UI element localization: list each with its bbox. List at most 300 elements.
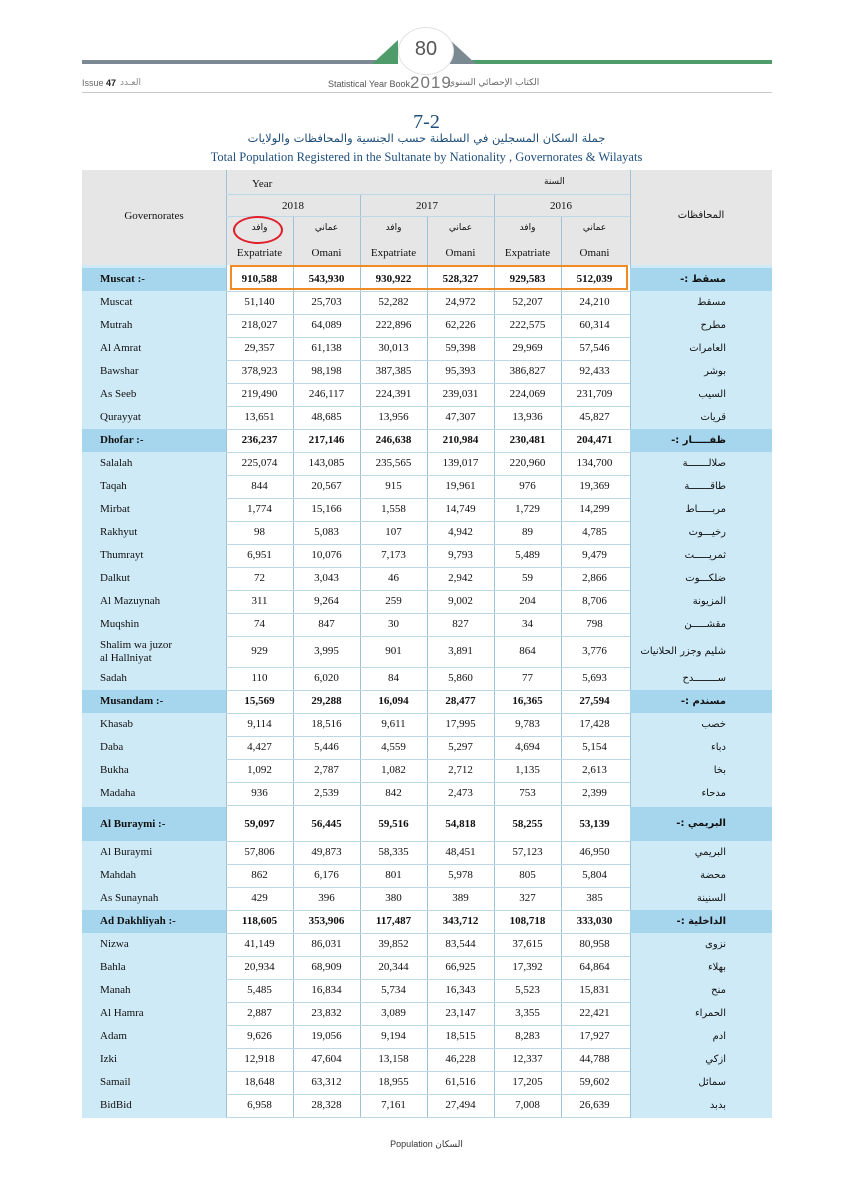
value-cell: 28,328 bbox=[311, 1099, 342, 1111]
omani-header: Omani bbox=[445, 247, 476, 259]
value-cell: 3,043 bbox=[314, 572, 339, 584]
governorate-name: Shalim wa juzor al Hallniyat bbox=[100, 639, 173, 664]
value-cell: 15,166 bbox=[311, 503, 342, 515]
value-cell: 222,575 bbox=[509, 319, 546, 331]
value-cell: 3,891 bbox=[448, 645, 473, 657]
highlight-circle-expatriate bbox=[233, 216, 283, 244]
omani-header: Omani bbox=[579, 247, 610, 259]
highlight-box-muscat bbox=[230, 265, 628, 290]
value-cell: 14,299 bbox=[579, 503, 610, 515]
value-cell: 380 bbox=[385, 892, 402, 904]
value-cell: 1,558 bbox=[381, 503, 406, 515]
value-cell: 7,161 bbox=[381, 1099, 406, 1111]
value-cell: 48,451 bbox=[445, 846, 476, 858]
wilayat-row bbox=[82, 337, 772, 360]
value-cell: 9,194 bbox=[381, 1030, 406, 1042]
value-cell: 77 bbox=[522, 672, 533, 684]
value-cell: 3,776 bbox=[582, 645, 607, 657]
value-cell: 19,056 bbox=[311, 1030, 342, 1042]
issue-number: 47 bbox=[106, 78, 117, 88]
omani-header: Omani bbox=[311, 247, 342, 259]
governorate-name: Izki bbox=[100, 1053, 118, 1065]
governorate-name: Al Mazuynah bbox=[100, 595, 161, 607]
value-cell: 45,827 bbox=[579, 411, 610, 423]
value-cell: 9,626 bbox=[247, 1030, 272, 1042]
governorate-name-ar: صلالـــــــة bbox=[682, 458, 726, 469]
footer-en: Population bbox=[390, 1139, 433, 1149]
wilayat-row bbox=[82, 498, 772, 521]
governorate-name: Rakhyut bbox=[100, 526, 138, 538]
value-cell: 86,031 bbox=[311, 938, 342, 950]
governorate-name-ar: سمائل bbox=[698, 1077, 726, 1088]
value-cell: 378,923 bbox=[241, 365, 278, 377]
value-cell: 9,114 bbox=[247, 718, 272, 730]
value-cell: 6,020 bbox=[314, 672, 339, 684]
governorate-name-ar: محضة bbox=[700, 870, 726, 881]
value-cell: 47,307 bbox=[445, 411, 476, 423]
governorate-name: Daba bbox=[100, 741, 124, 753]
governorate-name: Dalkut bbox=[100, 572, 130, 584]
wilayat-row bbox=[82, 475, 772, 498]
value-cell: 66,925 bbox=[445, 961, 476, 973]
governorate-name: As Seeb bbox=[100, 388, 137, 400]
value-cell: 5,804 bbox=[582, 869, 607, 881]
governorate-name: Mahdah bbox=[100, 869, 137, 881]
value-cell: 44,788 bbox=[579, 1053, 610, 1065]
governorate-name: Dhofar :- bbox=[100, 434, 144, 446]
governorate-name: Thumrayt bbox=[100, 549, 144, 561]
value-cell: 3,355 bbox=[515, 1007, 540, 1019]
value-cell: 110 bbox=[251, 672, 268, 684]
year-label-ar: السنة bbox=[544, 177, 565, 187]
value-cell: 2,887 bbox=[247, 1007, 272, 1019]
value-cell: 847 bbox=[318, 618, 335, 630]
value-cell: 1,774 bbox=[247, 503, 272, 515]
governorate-name: Nizwa bbox=[100, 938, 129, 950]
wilayat-row bbox=[82, 452, 772, 475]
value-cell: 52,282 bbox=[378, 296, 409, 308]
value-cell: 80,958 bbox=[579, 938, 610, 950]
value-cell: 9,783 bbox=[515, 718, 540, 730]
value-cell: 61,516 bbox=[445, 1076, 476, 1088]
governorate-name-ar: مسقط :- bbox=[680, 274, 726, 285]
value-cell: 98,198 bbox=[311, 365, 342, 377]
value-cell: 2,866 bbox=[582, 572, 607, 584]
value-cell: 5,734 bbox=[381, 984, 406, 996]
value-cell: 353,906 bbox=[308, 915, 345, 927]
value-cell: 915 bbox=[385, 480, 402, 492]
value-cell: 204 bbox=[519, 595, 536, 607]
header-rule bbox=[226, 194, 630, 195]
governorate-name: Mutrah bbox=[100, 319, 133, 331]
value-cell: 801 bbox=[385, 869, 402, 881]
value-cell: 1,135 bbox=[515, 764, 540, 776]
header-divider bbox=[82, 92, 772, 93]
value-cell: 19,961 bbox=[445, 480, 476, 492]
value-cell: 2,787 bbox=[314, 764, 339, 776]
row-rule bbox=[226, 1117, 630, 1118]
value-cell: 46 bbox=[388, 572, 399, 584]
value-cell: 57,123 bbox=[512, 846, 543, 858]
value-cell: 798 bbox=[586, 618, 603, 630]
governorates-header: Governorates bbox=[124, 210, 184, 222]
value-cell: 60,314 bbox=[579, 319, 610, 331]
governorate-name: Madaha bbox=[100, 787, 136, 799]
wilayat-row bbox=[82, 590, 772, 613]
value-cell: 95,393 bbox=[445, 365, 476, 377]
value-cell: 5,446 bbox=[314, 741, 339, 753]
value-cell: 22,421 bbox=[579, 1007, 610, 1019]
value-cell: 311 bbox=[251, 595, 268, 607]
governorate-name-ar: المزيونة bbox=[692, 596, 726, 607]
value-cell: 30,013 bbox=[378, 342, 409, 354]
value-cell: 29,969 bbox=[512, 342, 543, 354]
wilayat-row bbox=[82, 1048, 772, 1071]
governorate-name: Al Buraymi bbox=[100, 846, 153, 858]
value-cell: 19,369 bbox=[579, 480, 610, 492]
year-2016-header: 2016 bbox=[550, 200, 572, 212]
value-cell: 230,481 bbox=[509, 434, 546, 446]
value-cell: 910,588 bbox=[241, 273, 278, 285]
value-cell: 7,008 bbox=[515, 1099, 540, 1111]
value-cell: 18,648 bbox=[244, 1076, 275, 1088]
value-cell: 224,069 bbox=[509, 388, 546, 400]
governorate-name-ar: ســــــــدح bbox=[682, 673, 726, 684]
value-cell: 246,638 bbox=[375, 434, 412, 446]
expatriate-header-ar: وافد bbox=[519, 223, 536, 233]
wilayat-row bbox=[82, 956, 772, 979]
value-cell: 18,515 bbox=[445, 1030, 476, 1042]
value-cell: 929 bbox=[251, 645, 268, 657]
value-cell: 901 bbox=[385, 645, 402, 657]
value-cell: 333,030 bbox=[576, 915, 613, 927]
value-cell: 4,942 bbox=[448, 526, 473, 538]
value-cell: 20,567 bbox=[311, 480, 342, 492]
value-cell: 14,749 bbox=[445, 503, 476, 515]
governorate-total-row bbox=[82, 690, 772, 713]
value-cell: 5,860 bbox=[448, 672, 473, 684]
governorate-name-ar: شليم وجزر الحلانيات bbox=[640, 646, 726, 657]
value-cell: 210,984 bbox=[442, 434, 479, 446]
value-cell: 143,085 bbox=[308, 457, 345, 469]
governorate-name-ar: مربـــــاط bbox=[685, 504, 726, 515]
value-cell: 58,335 bbox=[378, 846, 409, 858]
table-title-en: Total Population Registered in the Sultanate by Nationality , Governorates & Wilayats bbox=[210, 150, 643, 164]
governorate-name-ar: السيب bbox=[698, 389, 726, 400]
value-cell: 84 bbox=[388, 672, 399, 684]
governorate-name-ar: قريات bbox=[700, 412, 726, 423]
value-cell: 139,017 bbox=[442, 457, 479, 469]
wilayat-row bbox=[82, 736, 772, 759]
value-cell: 16,343 bbox=[445, 984, 476, 996]
wilayat-row bbox=[82, 1025, 772, 1048]
row-rule bbox=[226, 805, 630, 806]
value-cell: 29,357 bbox=[244, 342, 275, 354]
page-footer bbox=[0, 1139, 853, 1150]
population-table bbox=[82, 170, 772, 1118]
value-cell: 976 bbox=[519, 480, 536, 492]
value-cell: 24,210 bbox=[579, 296, 610, 308]
value-cell: 56,445 bbox=[311, 818, 342, 830]
value-cell: 59,398 bbox=[445, 342, 476, 354]
value-cell: 5,693 bbox=[582, 672, 607, 684]
value-cell: 9,002 bbox=[448, 595, 473, 607]
value-cell: 5,083 bbox=[314, 526, 339, 538]
governorate-name-ar: رخيـــوت bbox=[688, 527, 726, 538]
value-cell: 5,154 bbox=[582, 741, 607, 753]
value-cell: 217,146 bbox=[308, 434, 345, 446]
governorate-name: Sadah bbox=[100, 672, 127, 684]
value-cell: 6,958 bbox=[247, 1099, 272, 1111]
value-cell: 48,685 bbox=[311, 411, 342, 423]
value-cell: 58,255 bbox=[512, 818, 543, 830]
governorate-name-ar: السنينة bbox=[696, 893, 726, 904]
governorate-name: Muscat bbox=[100, 296, 133, 308]
value-cell: 74 bbox=[254, 618, 265, 630]
value-cell: 4,427 bbox=[247, 741, 272, 753]
value-cell: 61,138 bbox=[311, 342, 342, 354]
value-cell: 46,950 bbox=[579, 846, 610, 858]
value-cell: 235,565 bbox=[375, 457, 412, 469]
value-cell: 20,344 bbox=[378, 961, 409, 973]
governorate-name: BidBid bbox=[100, 1099, 132, 1111]
value-cell: 108,718 bbox=[509, 915, 546, 927]
governorate-name: Adam bbox=[100, 1030, 127, 1042]
governorate-name-ar: الداخلية :- bbox=[676, 916, 726, 927]
value-cell: 23,147 bbox=[445, 1007, 476, 1019]
year-2017-header: 2017 bbox=[416, 200, 438, 212]
value-cell: 327 bbox=[519, 892, 536, 904]
header-rule bbox=[226, 216, 630, 217]
governorate-name-ar: العامرات bbox=[689, 343, 726, 354]
value-cell: 512,039 bbox=[576, 273, 613, 285]
value-cell: 92,433 bbox=[579, 365, 610, 377]
governorate-name-ar: دباء bbox=[711, 742, 726, 753]
governorate-name-ar: مطرح bbox=[700, 320, 726, 331]
expatriate-header: Expatriate bbox=[370, 247, 417, 259]
value-cell: 9,611 bbox=[381, 718, 406, 730]
value-cell: 25,703 bbox=[311, 296, 342, 308]
value-cell: 805 bbox=[519, 869, 536, 881]
governorate-name: Bawshar bbox=[100, 365, 139, 377]
value-cell: 18,516 bbox=[311, 718, 342, 730]
issue-prefix: Issue bbox=[82, 78, 104, 88]
value-cell: 827 bbox=[452, 618, 469, 630]
value-cell: 13,651 bbox=[244, 411, 275, 423]
value-cell: 17,927 bbox=[579, 1030, 610, 1042]
value-cell: 59,097 bbox=[244, 818, 275, 830]
value-cell: 13,956 bbox=[378, 411, 409, 423]
footer-ar: السكان bbox=[435, 1140, 463, 1150]
value-cell: 20,934 bbox=[244, 961, 275, 973]
governorate-name: Manah bbox=[100, 984, 131, 996]
issue-label bbox=[82, 78, 116, 88]
value-cell: 753 bbox=[519, 787, 536, 799]
governorate-name-ar: البريمي bbox=[694, 847, 726, 858]
wilayat-row bbox=[82, 667, 772, 690]
governorate-name-ar: طاقـــــــة bbox=[684, 481, 726, 492]
value-cell: 2,942 bbox=[448, 572, 473, 584]
governorate-name-ar: مقشـــــن bbox=[684, 619, 726, 630]
value-cell: 4,785 bbox=[582, 526, 607, 538]
wilayat-row bbox=[82, 1002, 772, 1025]
value-cell: 64,864 bbox=[579, 961, 610, 973]
header-bar-right bbox=[472, 60, 772, 64]
governorate-name: Al Amrat bbox=[100, 342, 142, 354]
value-cell: 15,569 bbox=[244, 695, 275, 707]
value-cell: 389 bbox=[452, 892, 469, 904]
header-accent-right bbox=[450, 40, 476, 64]
governorate-name: Qurayyat bbox=[100, 411, 141, 423]
value-cell: 6,951 bbox=[247, 549, 272, 561]
value-cell: 1,092 bbox=[247, 764, 272, 776]
governorate-name: Bahla bbox=[100, 961, 126, 973]
value-cell: 12,918 bbox=[244, 1053, 275, 1065]
value-cell: 385 bbox=[586, 892, 603, 904]
value-cell: 236,237 bbox=[241, 434, 278, 446]
governorate-total-row bbox=[82, 807, 772, 841]
governorate-name-ar: بهلاء bbox=[707, 962, 726, 973]
value-cell: 9,479 bbox=[582, 549, 607, 561]
value-cell: 134,700 bbox=[576, 457, 613, 469]
value-cell: 220,960 bbox=[509, 457, 546, 469]
value-cell: 864 bbox=[519, 645, 536, 657]
value-cell: 49,873 bbox=[311, 846, 342, 858]
page-number: 80 bbox=[414, 38, 438, 60]
governorate-name-ar: بخا bbox=[713, 765, 726, 776]
value-cell: 204,471 bbox=[576, 434, 613, 446]
governorate-name: Mirbat bbox=[100, 503, 130, 515]
value-cell: 224,391 bbox=[375, 388, 412, 400]
value-cell: 8,706 bbox=[582, 595, 607, 607]
value-cell: 34 bbox=[522, 618, 533, 630]
value-cell: 396 bbox=[318, 892, 335, 904]
value-cell: 844 bbox=[251, 480, 268, 492]
governorate-name-ar: البريمي :- bbox=[676, 818, 726, 829]
governorate-name-ar: خصب bbox=[701, 719, 726, 730]
governorate-name-ar: ازكي bbox=[705, 1054, 726, 1065]
value-cell: 72 bbox=[254, 572, 265, 584]
value-cell: 2,712 bbox=[448, 764, 473, 776]
value-cell: 30 bbox=[388, 618, 399, 630]
value-cell: 929,583 bbox=[509, 273, 546, 285]
value-cell: 259 bbox=[385, 595, 402, 607]
value-cell: 4,694 bbox=[515, 741, 540, 753]
expatriate-header: Expatriate bbox=[236, 247, 283, 259]
governorate-name-ar: الحمراء bbox=[694, 1008, 726, 1019]
value-cell: 16,094 bbox=[378, 695, 409, 707]
governorate-name-ar: بوشر bbox=[704, 366, 726, 377]
value-cell: 2,399 bbox=[582, 787, 607, 799]
wilayat-row bbox=[82, 841, 772, 864]
wilayat-row bbox=[82, 1094, 772, 1117]
value-cell: 59,516 bbox=[378, 818, 409, 830]
value-cell: 3,089 bbox=[381, 1007, 406, 1019]
value-cell: 386,827 bbox=[509, 365, 546, 377]
value-cell: 118,605 bbox=[241, 915, 278, 927]
value-cell: 64,089 bbox=[311, 319, 342, 331]
value-cell: 89 bbox=[522, 526, 533, 538]
value-cell: 543,930 bbox=[308, 273, 345, 285]
value-cell: 83,544 bbox=[445, 938, 476, 950]
governorates-header-ar: المحافظات bbox=[677, 210, 725, 221]
governorate-name-ar: ثمريـــــت bbox=[684, 550, 726, 561]
value-cell: 27,494 bbox=[445, 1099, 476, 1111]
value-cell: 2,473 bbox=[448, 787, 473, 799]
value-cell: 4,559 bbox=[381, 741, 406, 753]
value-cell: 387,385 bbox=[375, 365, 412, 377]
value-cell: 5,489 bbox=[515, 549, 540, 561]
value-cell: 13,158 bbox=[378, 1053, 409, 1065]
value-cell: 17,392 bbox=[512, 961, 543, 973]
value-cell: 57,546 bbox=[579, 342, 610, 354]
value-cell: 62,226 bbox=[445, 319, 476, 331]
wilayat-row bbox=[82, 759, 772, 782]
expatriate-header-ar: وافد bbox=[385, 223, 402, 233]
wilayat-row bbox=[82, 567, 772, 590]
wilayat-row bbox=[82, 360, 772, 383]
value-cell: 246,117 bbox=[308, 388, 345, 400]
value-cell: 63,312 bbox=[311, 1076, 342, 1088]
value-cell: 107 bbox=[385, 526, 402, 538]
value-cell: 231,709 bbox=[576, 388, 613, 400]
value-cell: 37,615 bbox=[512, 938, 543, 950]
value-cell: 343,712 bbox=[442, 915, 479, 927]
value-cell: 930,922 bbox=[375, 273, 412, 285]
value-cell: 17,428 bbox=[579, 718, 610, 730]
value-cell: 862 bbox=[251, 869, 268, 881]
governorate-total-row bbox=[82, 910, 772, 933]
governorate-name-ar: مسقط bbox=[697, 297, 726, 308]
header-bar-left bbox=[82, 60, 382, 64]
value-cell: 9,264 bbox=[314, 595, 339, 607]
value-cell: 5,485 bbox=[247, 984, 272, 996]
wilayat-row bbox=[82, 521, 772, 544]
wilayat-row bbox=[82, 636, 772, 667]
omani-header-ar: عماني bbox=[448, 223, 473, 233]
value-cell: 218,027 bbox=[241, 319, 278, 331]
wilayat-row bbox=[82, 782, 772, 805]
value-cell: 17,995 bbox=[445, 718, 476, 730]
governorate-name: Al Buraymi :- bbox=[100, 818, 166, 830]
value-cell: 5,297 bbox=[448, 741, 473, 753]
omani-header-ar: عماني bbox=[582, 223, 607, 233]
wilayat-row bbox=[82, 314, 772, 337]
value-cell: 59,602 bbox=[579, 1076, 610, 1088]
value-cell: 68,909 bbox=[311, 961, 342, 973]
value-cell: 7,173 bbox=[381, 549, 406, 561]
value-cell: 16,834 bbox=[311, 984, 342, 996]
wilayat-row bbox=[82, 713, 772, 736]
value-cell: 51,140 bbox=[244, 296, 275, 308]
value-cell: 219,490 bbox=[241, 388, 278, 400]
year-label: Year bbox=[252, 178, 273, 190]
value-cell: 57,806 bbox=[244, 846, 275, 858]
wilayat-row bbox=[82, 864, 772, 887]
value-cell: 239,031 bbox=[442, 388, 479, 400]
governorate-name-ar: نزوى bbox=[705, 939, 726, 950]
governorate-name-ar: بدبد bbox=[709, 1100, 726, 1111]
value-cell: 842 bbox=[385, 787, 402, 799]
governorate-name: Ad Dakhliyah :- bbox=[100, 915, 176, 927]
value-cell: 27,594 bbox=[579, 695, 610, 707]
value-cell: 12,337 bbox=[512, 1053, 543, 1065]
value-cell: 9,793 bbox=[448, 549, 473, 561]
wilayat-row bbox=[82, 544, 772, 567]
value-cell: 3,995 bbox=[314, 645, 339, 657]
wilayat-row bbox=[82, 291, 772, 314]
yearbook-year: 2019 bbox=[410, 73, 452, 92]
